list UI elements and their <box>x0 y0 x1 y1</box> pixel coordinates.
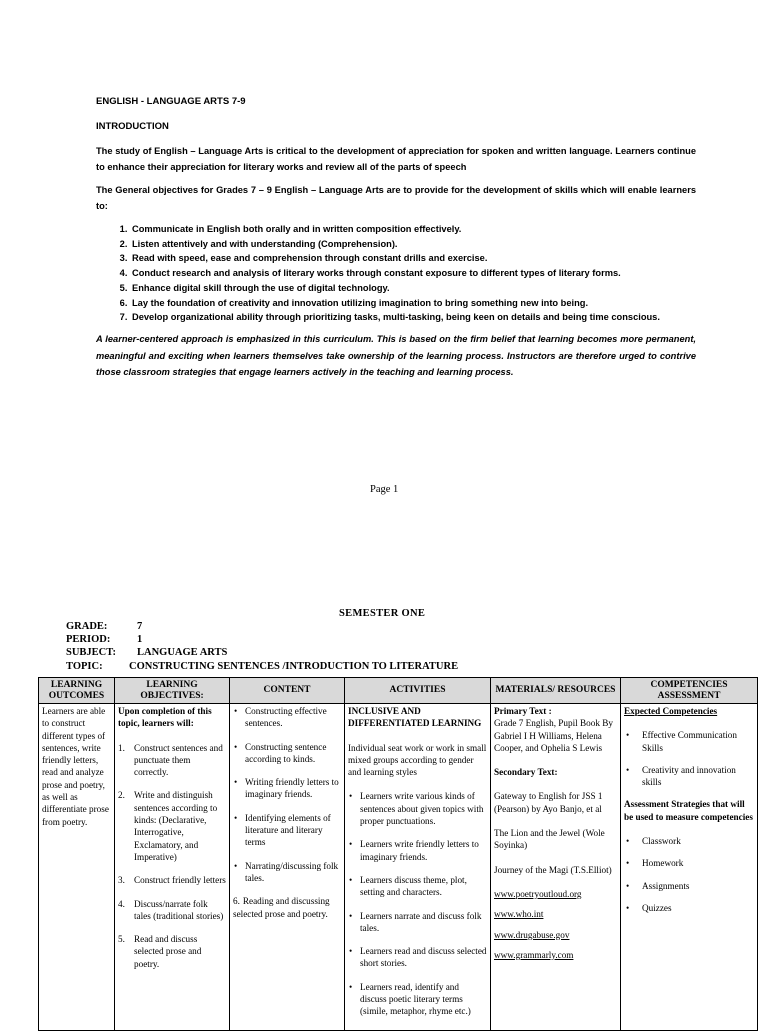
item-number: 5. <box>118 934 125 945</box>
list-item: • Identifying elements of literature and literary terms <box>233 812 341 849</box>
document-title: ENGLISH - LANGUAGE ARTS 7-9 <box>96 96 246 107</box>
primary-text: Grade 7 English, Pupil Book By Gabriel I H Williams, Helena Cooper, and Ophelia S Lewis <box>494 718 613 753</box>
semester-heading: SEMESTER ONE <box>339 608 426 619</box>
list-item: • Homework <box>624 857 754 869</box>
objectives-intro: Upon completion of this topic, learners will: <box>118 706 212 729</box>
item-number: 1. <box>118 742 125 753</box>
objective-item: 1. Communicate in English both orally and in written composition effectively. <box>130 222 660 237</box>
list-item: • Effective Communication Skills <box>624 729 754 754</box>
assessment-strategies-label: Assessment Strategies that will be used to measure competencies <box>624 799 753 822</box>
objective-item: 7. Develop organizational ability through prioritizing tasks, multi-tasking, being keen on details and being time conscious. <box>130 310 660 325</box>
learner-centered-paragraph: A learner-centered approach is emphasized in this curriculum. This is based on the firm belief that learning becomes more permanent, meaningful and exciting when learners themselves take ownership of the learning process. Instructors are therefore urged to contrive those classroom strategies that engage learners actively in the teaching and learning process. <box>96 334 696 377</box>
header-learning-objectives: LEARNING OBJECTIVES: <box>115 678 230 704</box>
page-number: Page 1 <box>370 484 399 495</box>
activities-cell <box>345 704 491 1031</box>
activities-intro: Individual seat work or work in small mixed groups according to gender and learning styles <box>348 742 487 778</box>
outcomes-text: Learners are able to construct different types of sentences, write friendly letters, read and analyze prose and poetry, as well as differentiate prose from poetry. <box>42 706 109 827</box>
table-row <box>39 704 758 1031</box>
competencies-cell <box>621 704 758 1031</box>
list-item: • Learners write various kinds of sentences about given topics with proper punctuations. <box>348 790 487 827</box>
assessment-strategies-list <box>624 835 754 914</box>
list-item <box>118 874 226 886</box>
activities-heading: INCLUSIVE AND DIFFERENTIATED LEARNING <box>348 706 482 729</box>
outcomes-cell <box>39 704 115 1031</box>
secondary-text: The Lion and the Jewel (Wole Soyinka) <box>494 828 605 851</box>
content-cell <box>230 704 345 1031</box>
content-numbered-item <box>233 895 341 920</box>
topic-row <box>66 660 458 673</box>
list-item: • Constructing sentence according to kinds. <box>233 741 341 766</box>
resource-link[interactable]: www.grammarly.com <box>494 949 574 960</box>
secondary-text: Journey of the Magi (T.S.Elliot) <box>494 864 612 875</box>
learning-objectives-list <box>118 742 226 970</box>
list-item: • Learners discuss theme, plot, setting and characters. <box>348 874 487 899</box>
objective-item: 4. Conduct research and analysis of literary works through constant exposure to different types of literary forms. <box>130 266 660 281</box>
activities-list <box>348 790 487 1017</box>
list-item: • Assignments <box>624 880 754 892</box>
list-item: • Narrating/discussing folk tales. <box>233 860 341 885</box>
subject-row <box>66 646 458 659</box>
subject-label: SUBJECT: <box>66 647 116 659</box>
list-item <box>118 742 226 779</box>
course-meta <box>66 620 458 673</box>
secondary-text: Gateway to English for JSS 1 (Pearson) by Ayo Banjo, et al <box>494 791 603 814</box>
objective-item: 6. Lay the foundation of creativity and innovation utilizing imagination to bring something new into being. <box>130 296 660 311</box>
secondary-text-label: Secondary Text: <box>494 767 558 778</box>
table-header-row <box>39 678 758 704</box>
header-materials: MATERIALS/ RESOURCES <box>491 678 621 704</box>
list-item: • Creativity and innovation skills <box>624 764 754 789</box>
list-item <box>118 898 226 923</box>
period-row <box>66 633 458 646</box>
subject-value: LANGUAGE ARTS <box>137 647 228 659</box>
list-item: • Learners read, identify and discuss poetic literary terms (simile, metaphor, rhyme etc.) <box>348 981 487 1018</box>
objective-item: 2. Listen attentively and with understanding (Comprehension). <box>130 237 660 252</box>
list-item: • Learners read and discuss selected short stories. <box>348 945 487 970</box>
item-number: 2. <box>118 790 125 801</box>
objectives-cell <box>115 704 230 1031</box>
item-number: 4. <box>118 898 125 909</box>
primary-text-label: Primary Text : <box>494 706 552 716</box>
item-text: Construct sentences and punctuate them correctly. <box>134 742 223 778</box>
list-item: • Writing friendly letters to imaginary friends. <box>233 776 341 801</box>
general-objectives-list <box>113 222 660 325</box>
header-activities: ACTIVITIES <box>345 678 491 704</box>
expected-competencies-list <box>624 729 754 788</box>
expected-competencies-label: Expected Competencies <box>624 706 718 716</box>
objective-item: 5. Enhance digital skill through the use of digital technology. <box>130 281 660 296</box>
resource-link[interactable]: www.poetryoutloud.org <box>494 888 582 899</box>
item-number: 3. <box>118 875 125 886</box>
content-list <box>233 705 341 884</box>
item-text: Discuss/narrate folk tales (traditional stories) <box>134 898 224 921</box>
list-item: • Learners write friendly letters to imaginary friends. <box>348 838 487 863</box>
item-text: Write and distinguish sentences according to kinds: (Declarative, Interrogative, Exclamatory, and Imperative) <box>134 790 218 862</box>
list-item: • Classwork <box>624 835 754 847</box>
objective-item: 3. Read with speed, ease and comprehension through constant drills and exercise. <box>130 251 660 266</box>
list-item: • Learners narrate and discuss folk tales. <box>348 910 487 935</box>
introduction-paragraph: The study of English – Language Arts is critical to the development of appreciation for spoken and written language. Learners continue to enhance their appreciation for literary works and review all of the parts of speech <box>96 146 696 172</box>
item-text: Read and discuss selected prose and poetry. <box>134 934 202 969</box>
materials-cell <box>491 704 621 1031</box>
grade-label: GRADE: <box>66 621 108 632</box>
list-item: • Quizzes <box>624 902 754 914</box>
item-text: Construct friendly letters <box>134 875 226 886</box>
curriculum-table <box>38 677 758 1031</box>
introduction-heading: INTRODUCTION <box>96 121 169 132</box>
objectives-paragraph: The General objectives for Grades 7 – 9 English – Language Arts are to provide for the development of skills which will enable learners to: <box>96 185 696 211</box>
period-value: 1 <box>137 634 143 646</box>
topic-value: CONSTRUCTING SENTENCES /INTRODUCTION TO LITERATURE <box>129 660 459 672</box>
topic-label: TOPIC: <box>66 660 103 672</box>
period-label: PERIOD: <box>66 634 111 646</box>
grade-value: 7 <box>137 621 143 632</box>
header-learning-outcomes: LEARNING OUTCOMES <box>39 678 115 704</box>
grade-row <box>66 620 458 633</box>
list-item <box>118 789 226 863</box>
resource-link[interactable]: www.who.int <box>494 909 544 920</box>
item-number: 6. <box>233 896 240 907</box>
header-competencies: COMPETENCIES ASSESSMENT <box>621 678 758 704</box>
list-item: • Constructing effective sentences. <box>233 705 341 730</box>
list-item <box>118 933 226 970</box>
resource-link[interactable]: www.drugabuse.gov <box>494 929 570 940</box>
header-content: CONTENT <box>230 678 345 704</box>
item-text: Reading and discussing selected prose and poetry. <box>233 896 330 919</box>
